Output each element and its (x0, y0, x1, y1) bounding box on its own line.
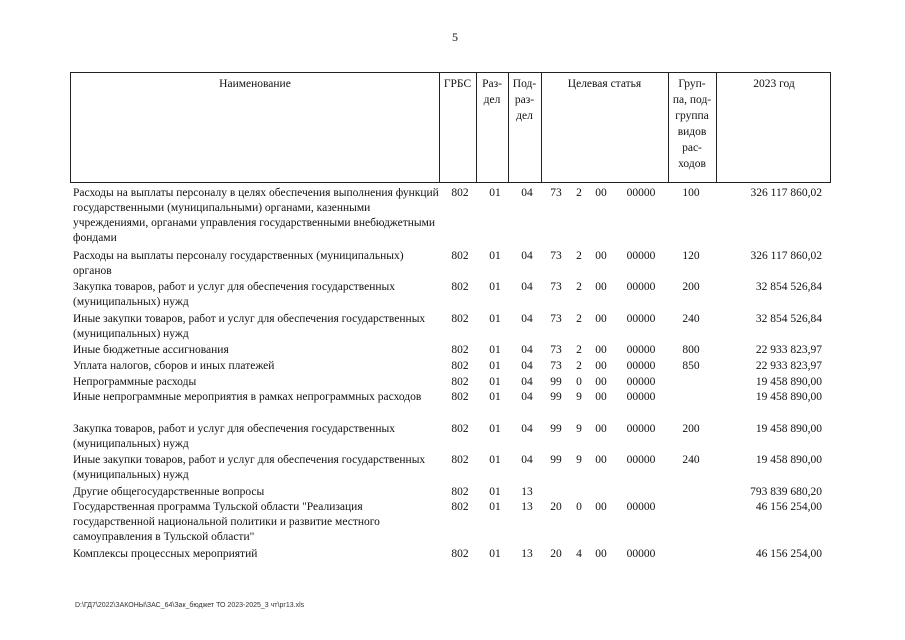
row-c3: 00 (595, 344, 607, 356)
row-pr: 04 (521, 360, 533, 372)
row-amount: 19 458 890,00 (755, 423, 822, 435)
row-name: Закупка товаров, работ и услуг для обеспечения государственных (муниципальных) нужд (73, 423, 396, 450)
row-pr: 13 (521, 501, 533, 513)
row-pr: 04 (521, 423, 533, 435)
row-pr: 04 (521, 344, 533, 356)
row-grbs: 802 (451, 501, 469, 513)
row-vr: 240 (682, 454, 700, 466)
row-c3: 00 (595, 250, 607, 262)
row-c1: 99 (550, 423, 562, 435)
row-name: Непрограммные расходы (73, 376, 197, 388)
row-vr: 850 (682, 360, 700, 372)
row-c3: 00 (595, 454, 607, 466)
row-name: Другие общегосударственные вопросы (73, 486, 265, 498)
row-name: Расходы на выплаты персоналу государственных (муниципальных) органов (73, 250, 404, 277)
row-grbs: 802 (451, 423, 469, 435)
row-vr: 200 (682, 281, 700, 293)
row-c2: 2 (576, 313, 582, 325)
row-grbs: 802 (451, 250, 469, 262)
row-rz: 01 (489, 281, 501, 293)
row-c1: 20 (550, 501, 562, 513)
row-c2: 9 (576, 423, 582, 435)
row-rz: 01 (489, 548, 501, 560)
row-name: Комплексы процессных мероприятий (73, 548, 258, 560)
row-pr: 13 (521, 548, 533, 560)
row-c4: 00000 (626, 313, 656, 325)
header-name: Наименование (219, 78, 291, 90)
row-c4: 00000 (626, 376, 656, 388)
row-grbs: 802 (451, 344, 469, 356)
row-c1: 73 (550, 250, 562, 262)
row-name: Государственная программа Тульской области "Реализация государственной национальной политики и развитие местного самоуправления в Тульской области" (73, 501, 380, 543)
row-rz: 01 (489, 187, 501, 199)
header-podrazdel: Под- раз- дел (512, 78, 537, 122)
row-name: Иные бюджетные ассигнования (73, 344, 229, 356)
row-c2: 2 (576, 187, 582, 199)
row-rz: 01 (489, 391, 501, 403)
row-rz: 01 (489, 423, 501, 435)
row-name: Уплата налогов, сборов и иных платежей (73, 360, 275, 372)
header-razdel: Раз- дел (482, 78, 502, 106)
row-grbs: 802 (451, 548, 469, 560)
row-c3: 00 (595, 376, 607, 388)
row-c2: 2 (576, 281, 582, 293)
row-c1: 73 (550, 187, 562, 199)
header-year: 2023 год (753, 78, 795, 90)
row-rz: 01 (489, 313, 501, 325)
row-pr: 13 (521, 486, 533, 498)
row-grbs: 802 (451, 360, 469, 372)
row-c4: 00000 (626, 360, 656, 372)
row-c4: 00000 (626, 281, 656, 293)
row-rz: 01 (489, 344, 501, 356)
row-c1: 99 (550, 454, 562, 466)
header-grbs: ГРБС (443, 78, 472, 90)
row-rz: 01 (489, 250, 501, 262)
row-name: Иные непрограммные мероприятия в рамках непрограммных расходов (73, 391, 422, 403)
header-gruppa-vidov-rashodov: Груп- па, под- группа видов рас- ходов (672, 78, 712, 170)
row-c2: 0 (576, 501, 582, 513)
row-c3: 00 (595, 423, 607, 435)
row-amount: 32 854 526,84 (755, 281, 822, 293)
row-vr: 120 (682, 250, 700, 262)
row-pr: 04 (521, 313, 533, 325)
row-rz: 01 (489, 376, 501, 388)
row-c1: 73 (550, 313, 562, 325)
page-number: 5 (452, 30, 458, 44)
file-path-footer: D:\ГД7\2022\ЗАКОНЫ\ЗАС_64\Зак_бюджет ТО 2023-2025_3 чт\рг13.xls (75, 602, 305, 609)
row-c3: 00 (595, 187, 607, 199)
row-amount: 46 156 254,00 (755, 501, 822, 513)
row-c1: 73 (550, 360, 562, 372)
row-c1: 99 (550, 376, 562, 388)
row-amount: 22 933 823,97 (755, 360, 822, 372)
row-c1: 99 (550, 391, 562, 403)
row-vr: 200 (682, 423, 700, 435)
row-pr: 04 (521, 250, 533, 262)
row-name: Закупка товаров, работ и услуг для обеспечения государственных (муниципальных) нужд (73, 281, 396, 308)
row-amount: 19 458 890,00 (755, 376, 822, 388)
row-c2: 4 (576, 548, 582, 560)
row-rz: 01 (489, 501, 501, 513)
row-c4: 00000 (626, 250, 656, 262)
row-c4: 00000 (626, 501, 656, 513)
row-c4: 00000 (626, 344, 656, 356)
row-c1: 20 (550, 548, 562, 560)
row-c3: 00 (595, 360, 607, 372)
row-pr: 04 (521, 454, 533, 466)
row-pr: 04 (521, 281, 533, 293)
row-grbs: 802 (451, 281, 469, 293)
row-c4: 00000 (626, 187, 656, 199)
row-grbs: 802 (451, 391, 469, 403)
row-c2: 0 (576, 376, 582, 388)
row-c1: 73 (550, 344, 562, 356)
row-c2: 9 (576, 391, 582, 403)
row-c3: 00 (595, 548, 607, 560)
table-header (70, 72, 831, 183)
header-celevaya-statya: Целевая статья (567, 78, 642, 90)
row-grbs: 802 (451, 187, 469, 199)
row-c4: 00000 (626, 423, 656, 435)
row-rz: 01 (489, 454, 501, 466)
row-amount: 22 933 823,97 (755, 344, 822, 356)
row-vr: 240 (682, 313, 700, 325)
row-rz: 01 (489, 360, 501, 372)
row-rz: 01 (489, 486, 501, 498)
row-pr: 04 (521, 391, 533, 403)
row-pr: 04 (521, 187, 533, 199)
row-grbs: 802 (451, 313, 469, 325)
row-vr: 100 (682, 187, 700, 199)
row-c3: 00 (595, 281, 607, 293)
row-amount: 793 839 680,20 (750, 486, 822, 498)
row-c2: 9 (576, 454, 582, 466)
row-name: Расходы на выплаты персоналу в целях обеспечения выполнения функций государственными (муниципальными) органами, казенными учреждениями, органами управления государственными внебюджетными фондами (73, 187, 439, 244)
row-c4: 00000 (626, 454, 656, 466)
row-c2: 2 (576, 250, 582, 262)
row-c1: 73 (550, 281, 562, 293)
row-c2: 2 (576, 360, 582, 372)
row-amount: 32 854 526,84 (755, 313, 822, 325)
row-c3: 00 (595, 313, 607, 325)
row-amount: 326 117 860,02 (750, 187, 822, 199)
row-vr: 800 (682, 344, 700, 356)
row-name: Иные закупки товаров, работ и услуг для обеспечения государственных (муниципальных) нужд (73, 313, 426, 340)
row-amount: 326 117 860,02 (750, 250, 822, 262)
row-amount: 19 458 890,00 (755, 391, 822, 403)
row-name: Иные закупки товаров, работ и услуг для обеспечения государственных (муниципальных) нужд (73, 454, 426, 481)
row-amount: 46 156 254,00 (755, 548, 822, 560)
row-c4: 00000 (626, 391, 656, 403)
row-pr: 04 (521, 376, 533, 388)
row-amount: 19 458 890,00 (755, 454, 822, 466)
row-grbs: 802 (451, 454, 469, 466)
row-c4: 00000 (626, 548, 656, 560)
row-grbs: 802 (451, 486, 469, 498)
row-c2: 2 (576, 344, 582, 356)
row-c3: 00 (595, 391, 607, 403)
row-grbs: 802 (451, 376, 469, 388)
row-c3: 00 (595, 501, 607, 513)
